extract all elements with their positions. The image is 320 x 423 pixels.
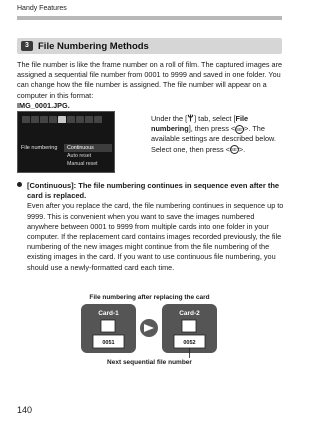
lcd-tab bbox=[49, 116, 57, 123]
continuous-heading-text: [Continuous]: The file numbering continues in sequence even after the card is replaced. bbox=[27, 181, 280, 201]
set-button-icon: SET bbox=[236, 126, 245, 132]
lcd-setting-label: File numbering bbox=[21, 145, 58, 151]
section-bar bbox=[17, 38, 282, 54]
lcd-tab bbox=[76, 116, 84, 123]
lcd-option-auto-reset: Auto reset bbox=[67, 153, 92, 159]
continuous-description bbox=[17, 181, 287, 273]
continuous-body: Even after you replace the card, the file numbering continues in sequence up to 9999. This is convenient when you want to save the images numbered anywhere between 0001 to 9999 from multiple cards into one folder in your computer. If the replacement card contains images recorded previously, the file numbering of the new images might continue from the file numbering of the existing images in the card. If you want to use continuous file numbering, you should use a newly-formatted card each time. bbox=[27, 201, 284, 272]
lcd-option-manual-reset: Manual reset bbox=[67, 161, 98, 167]
instruction-part: >. The available settings are described below. Select one, then press < bbox=[151, 124, 276, 154]
instruction-part: Under the [ bbox=[151, 114, 188, 123]
card-1-image-icon bbox=[101, 320, 115, 332]
file-format-example: IMG_0001.JPG. bbox=[17, 100, 70, 110]
card-1-file-number: 0051 bbox=[102, 340, 115, 346]
instruction-item: File numbering bbox=[151, 114, 249, 134]
lcd-option-continuous: Continuous bbox=[64, 144, 112, 152]
intro-text: The file number is like the frame number on a roll of film. The captured images are assigned a sequential file number from 0001 to 9999 and saved in one folder. You can change how the file number is assigned. The file number will appear on a computer in this format: bbox=[17, 60, 283, 100]
running-header: Handy Features bbox=[17, 5, 67, 12]
lcd-tab bbox=[40, 116, 48, 123]
card-1-label: Card-1 bbox=[98, 310, 119, 317]
continuous-heading bbox=[17, 181, 287, 201]
menu-tab-icon: 3 bbox=[21, 41, 33, 51]
lcd-options-menu bbox=[64, 144, 112, 168]
header-rule bbox=[17, 16, 282, 20]
bullet-icon bbox=[17, 182, 22, 187]
lcd-tab-selected bbox=[58, 116, 66, 123]
card-2-file-number: 0052 bbox=[183, 340, 196, 346]
section-title: File Numbering Methods bbox=[38, 40, 149, 52]
instruction-text bbox=[151, 114, 283, 155]
set-button-icon: SET bbox=[230, 147, 240, 153]
lcd-tab bbox=[31, 116, 39, 123]
diagram-caption: Next sequential file number bbox=[107, 359, 192, 366]
intro-paragraph bbox=[17, 60, 283, 111]
lcd-tab bbox=[85, 116, 93, 123]
card-2-label: Card-2 bbox=[179, 310, 200, 317]
card-2-image-icon bbox=[182, 320, 196, 332]
lcd-tab-row bbox=[22, 116, 102, 123]
lcd-tab bbox=[67, 116, 75, 123]
lcd-tab bbox=[94, 116, 102, 123]
card-replacement-diagram bbox=[17, 300, 282, 360]
instruction-part: >. bbox=[238, 144, 246, 154]
camera-lcd-screen bbox=[17, 111, 115, 173]
instruction-part: ] tab, select [ bbox=[194, 114, 236, 123]
diagram-title: File numbering after replacing the card bbox=[89, 294, 210, 301]
page-number: 140 bbox=[17, 405, 33, 415]
instruction-part: ], then press < bbox=[188, 124, 236, 134]
lcd-tab bbox=[22, 116, 30, 123]
